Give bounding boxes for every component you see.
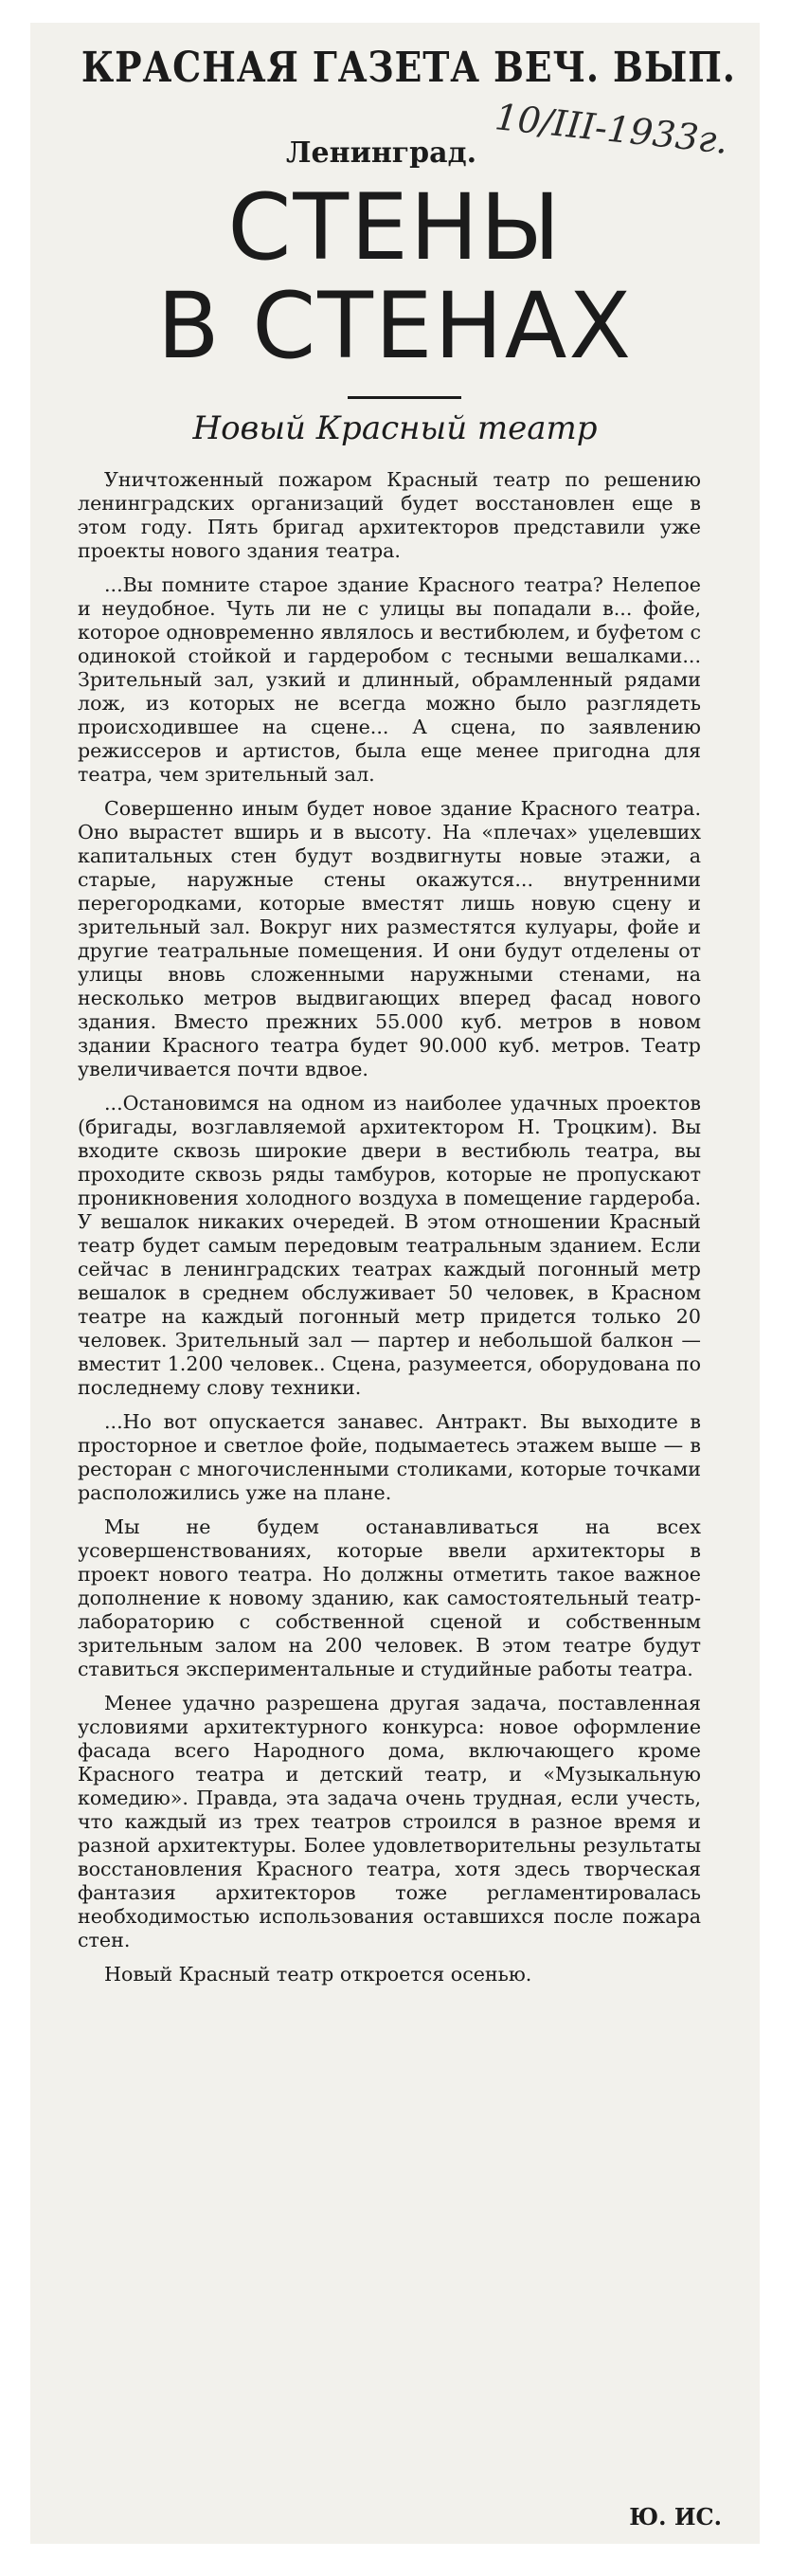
subheading: Новый Красный театр bbox=[192, 409, 598, 447]
masthead: КРАСНАЯ ГАЗЕТА ВЕЧ. ВЫП. bbox=[81, 44, 736, 92]
headline-line-1: СТЕНЫ bbox=[227, 174, 563, 281]
paragraph: Новый Красный театр откроется осенью. bbox=[104, 1963, 532, 1986]
paragraph: Мы не будем останавливаться на всех усовершенствованиях, которые ввели архитекторы в проект нового театра. Но должны отметить такое важное дополнение к новому зданию, как самостоятельный театр-лабораторию с собственной сценой и собственным зрительным залом на 200 человек. В этом театре будут ставиться экспериментальные и студийные работы театра. bbox=[78, 1515, 701, 1680]
paragraph: Уничтоженный пожаром Красный театр по решению ленинградских организаций будет восстановлен еще в этом году. Пять бригад архитекторов представили уже проекты нового здания театра. bbox=[78, 468, 701, 562]
paragraph: Совершенно иным будет новое здание Красного театра. Оно вырастет вширь и в высоту. На «плечах» уцелевших капитальных стен будут воздвигнуты новые этажи, а старые, наружные стены окажутся... внутренними перегородками, которые вместят лишь новую сцену и зрительный зал. Вокруг них разместятся кулуары, фойе и другие театральные помещения. И они будут отделены от улицы вновь сложенными наружными стенами, на несколько метров выдвигающих вперед фасад нового здания. Вместо прежних 55.000 куб. метров в новом здании Красного театра будет 90.000 куб. метров. Театр увеличивается почти вдвое. bbox=[78, 797, 701, 1080]
article-body bbox=[78, 468, 701, 1997]
headline-line-2: В СТЕНАХ bbox=[156, 273, 634, 379]
paragraph: Менее удачно разрешена другая задача, поставленная условиями архитектурного конкурса: новое оформление фасада всего Народного дома, включающего кроме Красного театра и детский театр, и «Музыкальную комедию». Правда, эта задача очень трудная, если учесть, что каждый из трех театров строился в разное время и разной архитектуры. Более удовлетворительны результаты восстановления Красного театра, хотя здесь творческая фантазия архитекторов тоже регламентировалась необходимостью использования оставшихся после пожара стен. bbox=[78, 1692, 701, 1951]
headline-rule bbox=[348, 396, 461, 399]
author-signature: Ю. ИС. bbox=[629, 2503, 722, 2531]
handwritten-date: 10/III-1933г. bbox=[493, 96, 730, 162]
newspaper-clipping bbox=[30, 23, 760, 2544]
city-line: Ленинград. bbox=[286, 136, 477, 170]
paragraph: ...Но вот опускается занавес. Антракт. Вы выходите в просторное и светлое фойе, подымаетесь этажем выше — в ресторан с многочисленными столиками, которые точками расположились уже на плане. bbox=[78, 1410, 701, 1504]
paragraph: ...Остановимся на одном из наиболее удачных проектов (бригады, возглавляемой архитектором Н. Троцким). Вы входите сквозь широкие двери в вестибюль театра, вы проходите сквозь ряды тамбуров, которые не пропускают проникновения холодного воздуха в помещение гардероба. У вешалок никаких очередей. В этом отношении Красный театр будет самым передовым театральным зданием. Если сейчас в ленинградских театрах каждый погонный метр вешалок в среднем обслуживает 50 человек, в Красном театре на каждый погонный метр придется только 20 человек. Зрительный зал — партер и небольшой балкон — вместит 1.200 человек.. Сцена, разумеется, оборудована по последнему слову техники. bbox=[78, 1092, 701, 1399]
paragraph: ...Вы помните старое здание Красного театра? Нелепое и неудобное. Чуть ли не с улицы вы попадали в... фойе, которое одновременно являлось и вестибюлем, и буфетом с одинокой стойкой и гардеробом с тесными вешалками... Зрительный зал, узкий и длинный, обрамленный рядами лож, из которых не всегда можно было разглядеть происходившее на сцене... А сцена, по заявлению режиссеров и артистов, была еще менее пригодна для театра, чем зрительный зал. bbox=[78, 573, 701, 786]
